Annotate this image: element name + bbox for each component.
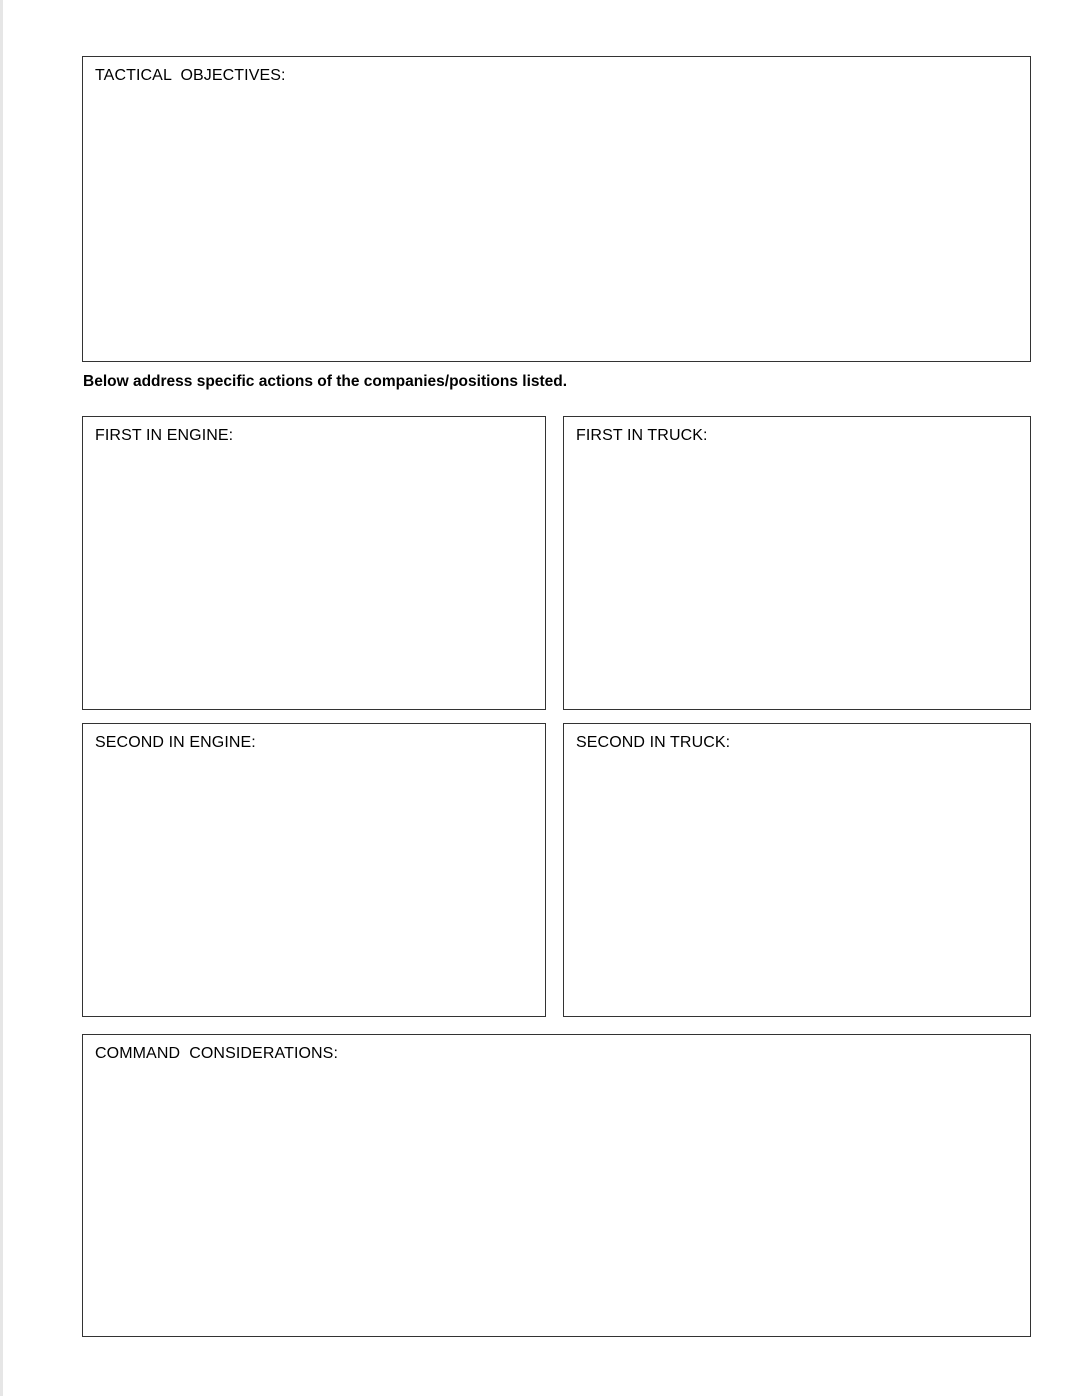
first-in-truck-box[interactable] <box>563 416 1031 710</box>
second-in-truck-box[interactable] <box>563 723 1031 1017</box>
tactical-objectives-box[interactable] <box>82 56 1031 362</box>
command-considerations-box[interactable] <box>82 1034 1031 1337</box>
first-in-engine-box[interactable] <box>82 416 546 710</box>
second-in-engine-box[interactable] <box>82 723 546 1017</box>
command-considerations-label: COMMAND CONSIDERATIONS: <box>95 1045 339 1062</box>
second-in-engine-label: SECOND IN ENGINE: <box>95 734 256 751</box>
first-in-truck-label: FIRST IN TRUCK: <box>576 427 708 444</box>
page-left-edge <box>0 0 3 1396</box>
instruction-text: Below address specific actions of the companies/positions listed. <box>83 373 568 390</box>
second-in-truck-label: SECOND IN TRUCK: <box>576 734 731 751</box>
first-in-engine-label: FIRST IN ENGINE: <box>95 427 234 444</box>
tactical-objectives-label: TACTICAL OBJECTIVES: <box>95 67 286 84</box>
